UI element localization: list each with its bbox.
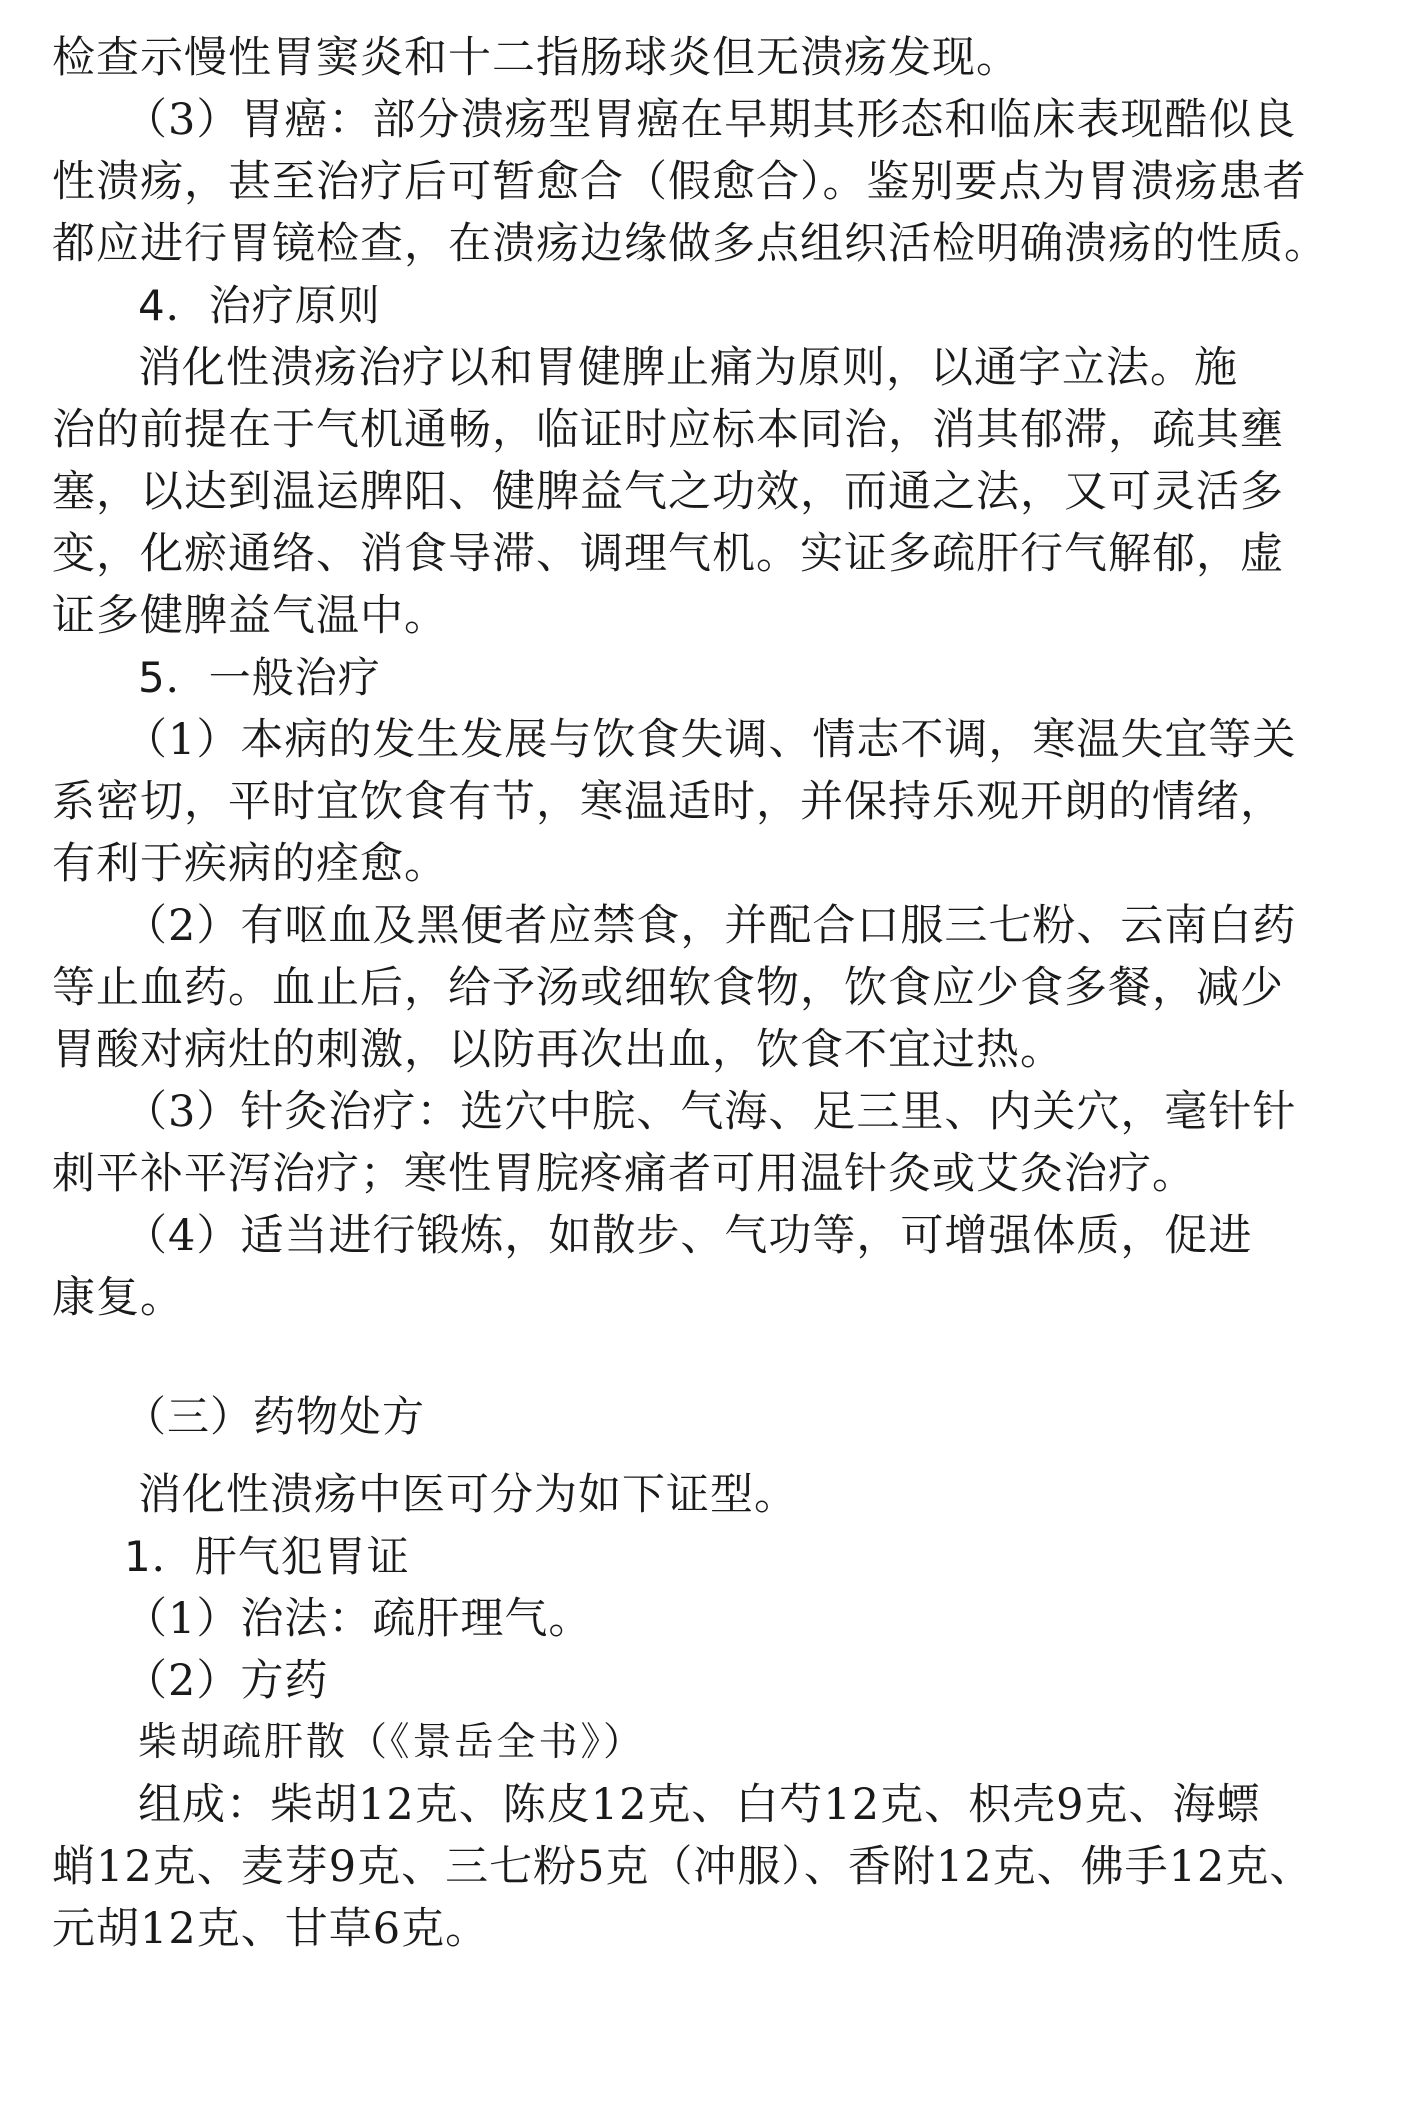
section-heading: （三）药物处方 <box>124 1392 426 1441</box>
text-line: 证多健脾益气温中。 <box>52 591 448 641</box>
text-line: （3）胃癌：部分溃疡型胃癌在早期其形态和临床表现酷似良 <box>124 95 1297 145</box>
text-line: 性溃疡，甚至治疗后可暂愈合（假愈合）。鉴别要点为胃溃疡患者 <box>52 157 1307 207</box>
text-line: 检查示慢性胃窦炎和十二指肠球炎但无溃疡发现。 <box>52 33 1020 83</box>
text-line: 组成：柴胡12克、陈皮12克、白芍12克、枳壳9克、海螵 <box>138 1780 1261 1830</box>
text-line: 都应进行胃镜检查，在溃疡边缘做多点组织活检明确溃疡的性质。 <box>52 219 1328 269</box>
text-line: （4）适当进行锻炼，如散步、气功等，可增强体质，促进 <box>124 1211 1253 1261</box>
formula-title: 柴胡疏肝散（《景岳全书》） <box>138 1720 646 1765</box>
text-line: （2）有呕血及黑便者应禁食，并配合口服三七粉、云南白药 <box>124 901 1297 951</box>
text-line: 蛸12克、麦芽9克、三七粉5克（冲服）、香附12克、佛手12克、 <box>52 1842 1314 1892</box>
section-heading: 1．肝气犯胃证 <box>124 1532 410 1581</box>
section-heading: 5．一般治疗 <box>138 653 381 702</box>
text-line: 元胡12克、甘草6克。 <box>52 1904 490 1954</box>
text-line: 刺平补平泻治疗；寒性胃脘疼痛者可用温针灸或艾灸治疗。 <box>52 1149 1196 1199</box>
text-line: 消化性溃疡中医可分为如下证型。 <box>138 1470 798 1520</box>
text-line: 变，化瘀通络、消食导滞、调理气机。实证多疏肝行气解郁，虚 <box>52 529 1284 579</box>
text-line: （1）治法：疏肝理气。 <box>124 1594 593 1644</box>
section-heading: 4．治疗原则 <box>138 281 381 330</box>
text-line: （1）本病的发生发展与饮食失调、情志不调，寒温失宜等关 <box>124 715 1297 765</box>
text-line: 消化性溃疡治疗以和胃健脾止痛为原则，以通字立法。施 <box>138 343 1238 393</box>
text-line: 等止血药。血止后，给予汤或细软食物，饮食应少食多餐，减少 <box>52 963 1284 1013</box>
text-line: 有利于疾病的痊愈。 <box>52 839 448 889</box>
text-line: 康复。 <box>52 1273 184 1323</box>
text-line: 塞，以达到温运脾阳、健脾益气之功效，而通之法，又可灵活多 <box>52 467 1284 517</box>
text-line: 系密切，平时宜饮食有节，寒温适时，并保持乐观开朗的情绪， <box>52 777 1284 827</box>
text-line: （3）针灸治疗：选穴中脘、气海、足三里、内关穴，毫针针 <box>124 1087 1297 1137</box>
text-line: 胃酸对病灶的刺激，以防再次出血，饮食不宜过热。 <box>52 1025 1064 1075</box>
text-line: （2）方药 <box>124 1656 329 1706</box>
text-line: 治的前提在于气机通畅，临证时应标本同治，消其郁滞，疏其壅 <box>52 405 1284 455</box>
